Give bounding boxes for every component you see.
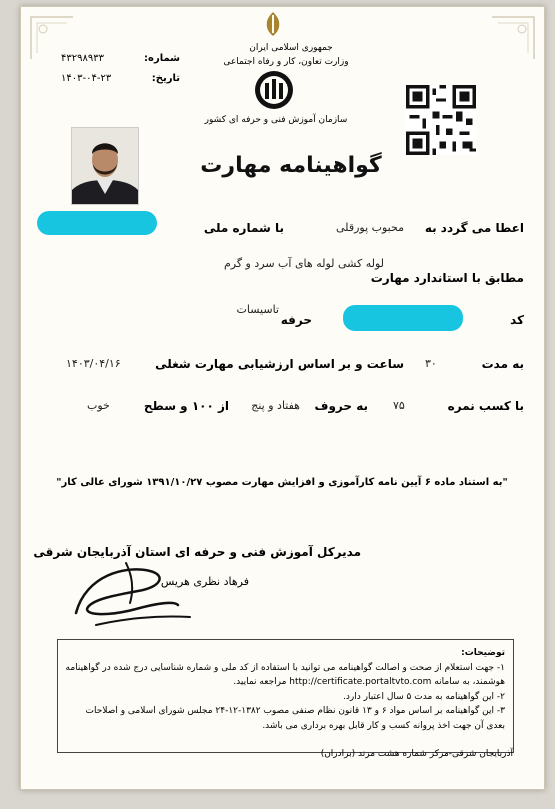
- corner-ornament-icon: [490, 15, 536, 61]
- iran-emblem-icon: [258, 9, 288, 39]
- national-id-label: با شماره ملی: [203, 221, 284, 235]
- signature-icon: [66, 555, 196, 635]
- out-of-level-label: از ۱۰۰ و سطح: [143, 399, 229, 413]
- score-value: ۷۵: [393, 399, 405, 412]
- qr-code-icon: [406, 85, 476, 155]
- legal-citation: "به استناد ماده ۶ آیین نامه کارآموزی و افزایش مهارت مصوب ۱۳۹۱/۱۰/۲۷ شورای عالی کار": [56, 477, 508, 488]
- redacted-code: [343, 305, 463, 331]
- notes-box: [57, 639, 514, 753]
- standard-label: مطابق با استاندارد مهارت: [370, 271, 524, 285]
- director-title: مدیرکل آموزش فنی و حرفه ای استان آذربایجان شرقی: [33, 545, 361, 559]
- tvto-logo-icon: [251, 69, 297, 111]
- trade-label: حرفه: [280, 313, 312, 327]
- trade-value: تاسیسات: [236, 303, 279, 316]
- notes-content: [65, 646, 505, 733]
- score-words-label: به حروف: [314, 399, 368, 413]
- score-words-value: هفتاد و پنج: [251, 399, 300, 412]
- date-value: ۱۴۰۳-۰۴-۲۳: [61, 73, 112, 84]
- duration-suffix: ساعت و بر اساس ارزشیابی مهارت شغلی: [155, 357, 404, 371]
- standard-value: لوله کشی لوله های آب سرد و گرم: [223, 257, 384, 270]
- notes-heading: توضیحات:: [461, 648, 505, 658]
- number-value: ۴۳۲۹۸۹۳۳: [61, 53, 104, 64]
- code-label: کد: [510, 313, 524, 327]
- number-label: شماره:: [144, 53, 180, 64]
- level-value: خوب: [87, 399, 110, 412]
- duration-label: به مدت: [481, 357, 524, 371]
- certificate-paper: [20, 6, 545, 790]
- awarded-value: محبوب پورقلی: [336, 221, 404, 234]
- date-label: تاریخ:: [151, 73, 180, 84]
- redacted-national-id: [37, 211, 157, 235]
- organization-text: سازمان آموزش فنی و حرفه ای کشور: [204, 115, 348, 125]
- director-name: فرهاد نظری هریس: [160, 575, 249, 588]
- person-icon: [72, 128, 138, 204]
- score-label: با کسب نمره: [447, 399, 524, 413]
- evaluation-date: ۱۴۰۳/۰۴/۱۶: [66, 357, 121, 370]
- ministry-text: وزارت تعاون، کار و رفاه اجتماعی: [223, 57, 349, 67]
- duration-value: ۳۰: [425, 357, 437, 370]
- issuing-center: آذربایجان شرقی-مرکز شماره هشت مرند (برادران): [320, 749, 513, 759]
- republic-text: جمهوری اسلامی ایران: [249, 43, 333, 53]
- note-item: ۲- این گواهینامه به مدت ۵ سال اعتبار دارد.: [343, 691, 505, 702]
- awarded-label: اعطا می گردد به: [424, 221, 524, 235]
- note-item: ۳- این گواهینامه بر اساس مواد ۶ و ۱۳ قانون نظام صنفی مصوب ۱۳۸۲-۱۲-۲۴ مجلس شورای اسلامی و اصلاحات بعدی آن جهت اخذ پروانه کسب و کار قابل بهره برداری می باشد.: [85, 706, 505, 731]
- note-item: ۱- جهت استعلام از صحت و اصالت گواهینامه می توانید با استفاده از کد ملی و شماره شناسایی درج شده در گواهینامه هوشمند، به سامانه http://certificate.portaltvto.com مراجعه نمایید.: [65, 662, 505, 687]
- certificate-title: گواهینامه مهارت: [200, 153, 382, 178]
- portrait-photo: [71, 127, 139, 205]
